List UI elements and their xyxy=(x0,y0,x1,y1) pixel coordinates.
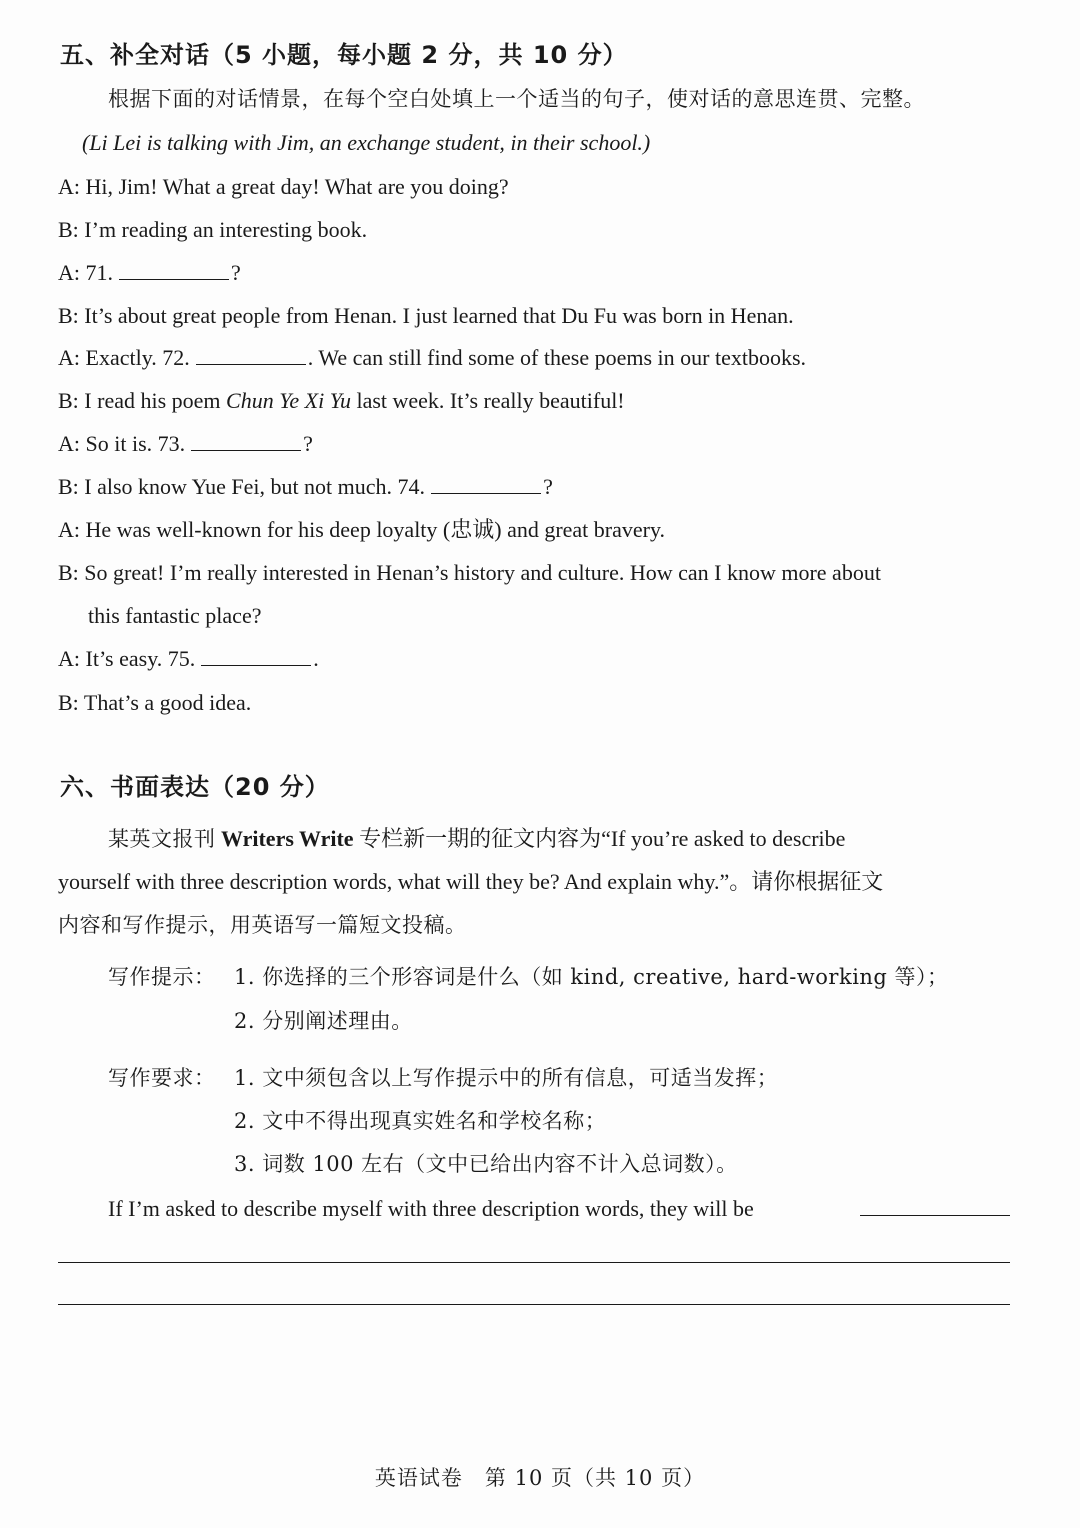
prompt-intro: 某英文报刊 xyxy=(108,827,216,851)
dialogue-line-6 xyxy=(58,386,625,416)
writing-prompt-line-2: yourself with three description words, what will they be? And explain why.”。请你根据征文 xyxy=(58,869,884,894)
dialogue-line-8 xyxy=(58,472,553,502)
writing-hint-2: 2. 分别阐述理由。 xyxy=(234,1009,413,1033)
question-75-punct: . xyxy=(313,646,319,671)
dialogue-line-11 xyxy=(58,644,319,674)
answer-blank-71[interactable] xyxy=(119,259,229,280)
writing-requirements-label: 写作要求： xyxy=(108,1066,216,1090)
section-5-heading: 五、补全对话（5 小题，每小题 2 分，共 10 分） xyxy=(60,41,628,69)
dialogue-line-6-start: B: I read his poem xyxy=(58,388,221,413)
question-73-punct: ? xyxy=(303,431,313,456)
dialogue-line-4: B: It’s about great people from Henan. I just learned that Du Fu was born in Henan. xyxy=(58,303,794,328)
dialogue-context: (Li Lei is talking with Jim, an exchange student, in their school.) xyxy=(82,130,651,155)
question-74-label: B: I also know Yue Fei, but not much. 74. xyxy=(58,474,426,499)
writing-requirement-1: 1. 文中须包含以上写作提示中的所有信息，可适当发挥； xyxy=(234,1066,779,1090)
column-name: Writers Write xyxy=(221,826,354,851)
question-72-label: A: Exactly. 72. xyxy=(58,345,190,370)
answer-blank-73[interactable] xyxy=(191,430,301,451)
poem-title: Chun Ye Xi Yu xyxy=(226,388,351,413)
question-73-label: A: So it is. 73. xyxy=(58,431,186,456)
dialogue-line-10-cont: this fantastic place? xyxy=(88,603,262,628)
answer-blank-74[interactable] xyxy=(431,473,541,494)
question-75-label: A: It’s easy. 75. xyxy=(58,646,196,671)
essay-writing-line-1[interactable] xyxy=(58,1262,1010,1263)
answer-blank-72[interactable] xyxy=(196,344,306,365)
writing-hint-1: 1. 你选择的三个形容词是什么（如 kind, creative, hard-working 等）； xyxy=(234,965,949,989)
answer-blank-75[interactable] xyxy=(201,645,311,666)
prompt-quote-start: 专栏新一期的征文内容为“If you’re asked to describe xyxy=(359,826,846,851)
dialogue-line-3 xyxy=(58,258,241,288)
dialogue-line-2: B: I’m reading an interesting book. xyxy=(58,217,368,242)
writing-hints-label: 写作提示： xyxy=(108,965,216,989)
essay-starter-blank[interactable] xyxy=(860,1215,1010,1216)
section-5-instruction: 根据下面的对话情景，在每个空白处填上一个适当的句子，使对话的意思连贯、完整。 xyxy=(108,87,925,111)
question-71-punct: ? xyxy=(231,260,241,285)
section-6-heading: 六、书面表达（20 分） xyxy=(60,773,330,801)
writing-prompt-line-3: 内容和写作提示，用英语写一篇短文投稿。 xyxy=(58,913,467,937)
page-footer: 英语试卷 第 10 页（共 10 页） xyxy=(374,1466,706,1490)
dialogue-line-12: B: That’s a good idea. xyxy=(58,690,252,715)
question-71-label: A: 71. xyxy=(58,260,113,285)
question-74-punct: ? xyxy=(543,474,553,499)
writing-requirement-2: 2. 文中不得出现真实姓名和学校名称； xyxy=(234,1109,607,1133)
essay-starter: If I’m asked to describe myself with three description words, they will be xyxy=(108,1196,754,1221)
dialogue-line-7 xyxy=(58,429,313,459)
dialogue-line-5 xyxy=(58,343,806,373)
writing-requirement-3: 3. 词数 100 左右（文中已给出内容不计入总词数）。 xyxy=(234,1152,738,1176)
dialogue-line-10: B: So great! I’m really interested in Henan’s history and culture. How can I know more about xyxy=(58,560,881,585)
dialogue-line-6-end: last week. It’s really beautiful! xyxy=(356,388,625,413)
essay-writing-line-2[interactable] xyxy=(58,1304,1010,1305)
dialogue-line-1: A: Hi, Jim! What a great day! What are you doing? xyxy=(58,174,509,199)
question-72-tail: . We can still find some of these poems in our textbooks. xyxy=(307,345,807,370)
writing-prompt-line-1 xyxy=(108,824,845,854)
dialogue-line-9: A: He was well-known for his deep loyalty (忠诚) and great bravery. xyxy=(58,517,666,542)
